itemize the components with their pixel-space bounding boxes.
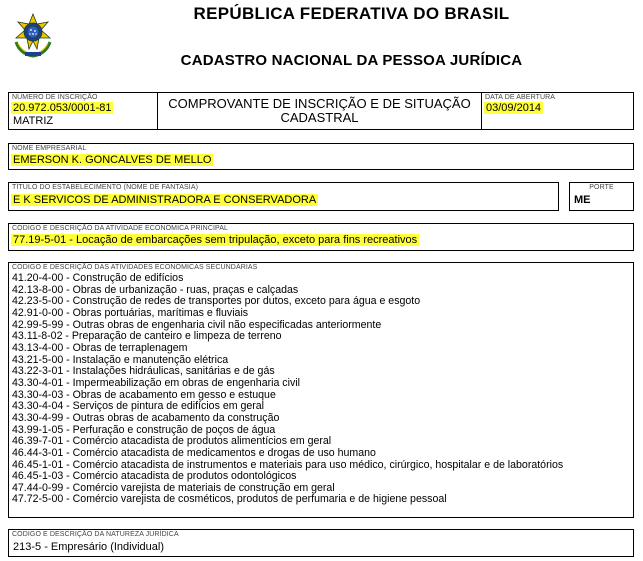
atividade-secundaria-item: 42.23-5-00 - Construção de redes de transportes por dutos, exceto para água e esgoto <box>12 295 421 308</box>
atividades-secundarias-label: CÓDIGO E DESCRIÇÃO DAS ATIVIDADES ECONÔMICAS SECUNDÁRIAS <box>12 264 258 271</box>
atividade-secundaria-item: 46.45-1-01 - Comércio atacadista de instrumentos e materiais para uso médico, cirúrgico, hospitalar e de laboratórios <box>12 458 564 471</box>
atividade-secundaria-item: 47.72-5-00 - Comércio varejista de cosméticos, produtos de perfumaria e de higiene pessoal <box>12 493 447 506</box>
abertura-value: 03/09/2014 <box>486 102 542 114</box>
natureza-juridica-box <box>8 529 634 557</box>
inscricao-label: NÚMERO DE INSCRIÇÃO <box>12 94 98 101</box>
atividade-secundaria-item: 43.30-4-01 - Impermeabilização em obras de engenharia civil <box>12 376 300 389</box>
atividade-principal-box <box>8 223 634 251</box>
comprovante-line2: CADASTRAL <box>280 110 359 125</box>
atividade-secundaria-item: 46.39-7-01 - Comércio atacadista de produtos alimentícios em geral <box>12 435 332 448</box>
atividade-secundaria-item: 43.30-4-99 - Outras obras de acabamento da construção <box>12 411 280 424</box>
atividade-secundaria-item: 42.99-5-99 - Outras obras de engenharia civil não especificadas anteriormente <box>12 318 382 331</box>
atividade-secundaria-item: 43.21-5-00 - Instalação e manutenção elétrica <box>12 353 229 366</box>
comprovante-box <box>157 92 482 130</box>
porte-value: ME <box>574 194 591 206</box>
atividade-principal-label: CÓDIGO E DESCRIÇÃO DA ATIVIDADE ECONÔMICA PRINCIPAL <box>12 225 229 232</box>
natureza-juridica-label: CÓDIGO E DESCRIÇÃO DA NATUREZA JURÍDICA <box>12 531 179 538</box>
atividade-secundaria-item: 43.13-4-00 - Obras de terraplenagem <box>12 341 188 354</box>
atividade-secundaria-item: 43.22-3-01 - Instalações hidráulicas, sanitárias e de gás <box>12 365 275 378</box>
atividades-secundarias-list <box>12 273 563 506</box>
atividade-secundaria-item: 43.30-4-04 - Serviços de pintura de edifícios em geral <box>12 400 265 413</box>
fantasia-value: E K SERVICOS DE ADMINISTRADORA E CONSERVADORA <box>13 194 317 206</box>
abertura-label: DATA DE ABERTURA <box>485 94 556 101</box>
fantasia-box <box>8 182 559 211</box>
inscricao-tipo: MATRIZ <box>13 115 54 127</box>
comprovante-line1: COMPROVANTE DE INSCRIÇÃO E DE SITUAÇÃO <box>168 96 471 111</box>
atividade-secundaria-item: 43.99-1-05 - Perfuração e construção de poços de água <box>12 423 276 436</box>
atividade-secundaria-item: 46.45-1-03 - Comércio atacadista de produtos odontológicos <box>12 470 297 483</box>
atividade-secundaria-item: 42.91-0-00 - Obras portuárias, marítimas e fluviais <box>12 306 249 319</box>
atividade-principal-value: 77.19-5-01 - Locação de embarcações sem tripulação, exceto para fins recreativos <box>13 234 418 246</box>
atividade-secundaria-item: 43.11-8-02 - Preparação de canteiro e limpeza de terreno <box>12 330 282 343</box>
fantasia-label: TÍTULO DO ESTABELECIMENTO (NOME DE FANTASIA) <box>12 184 199 191</box>
atividade-secundaria-item: 46.44-3-01 - Comércio atacadista de medicamentos e drogas de uso humano <box>12 446 376 459</box>
page-title: REPÚBLICA FEDERATIVA DO BRASIL <box>193 4 510 23</box>
atividade-secundaria-item: 47.44-0-99 - Comércio varejista de materiais de construção em geral <box>12 481 335 494</box>
porte-box <box>569 182 634 211</box>
porte-label: PORTE <box>589 184 614 191</box>
nome-empresarial-label: NOME EMPRESARIAL <box>12 145 87 152</box>
atividade-secundaria-item: 41.20-4-00 - Construção de edifícios <box>12 272 184 284</box>
nome-empresarial-value: EMERSON K. GONCALVES DE MELLO <box>13 154 212 166</box>
inscricao-box <box>8 92 158 130</box>
brazil-coat-of-arms-icon <box>10 12 56 60</box>
natureza-juridica-value: 213-5 - Empresário (Individual) <box>13 541 165 553</box>
nome-empresarial-box <box>8 143 634 170</box>
atividade-secundaria-item: 42.13-8-00 - Obras de urbanização - ruas, praças e calçadas <box>12 283 299 296</box>
abertura-box <box>481 92 634 130</box>
inscricao-value: 20.972.053/0001-81 <box>13 102 112 114</box>
page-subtitle: CADASTRO NACIONAL DA PESSOA JURÍDICA <box>180 52 523 69</box>
atividade-secundaria-item: 43.30-4-03 - Obras de acabamento em gesso e estuque <box>12 388 276 401</box>
